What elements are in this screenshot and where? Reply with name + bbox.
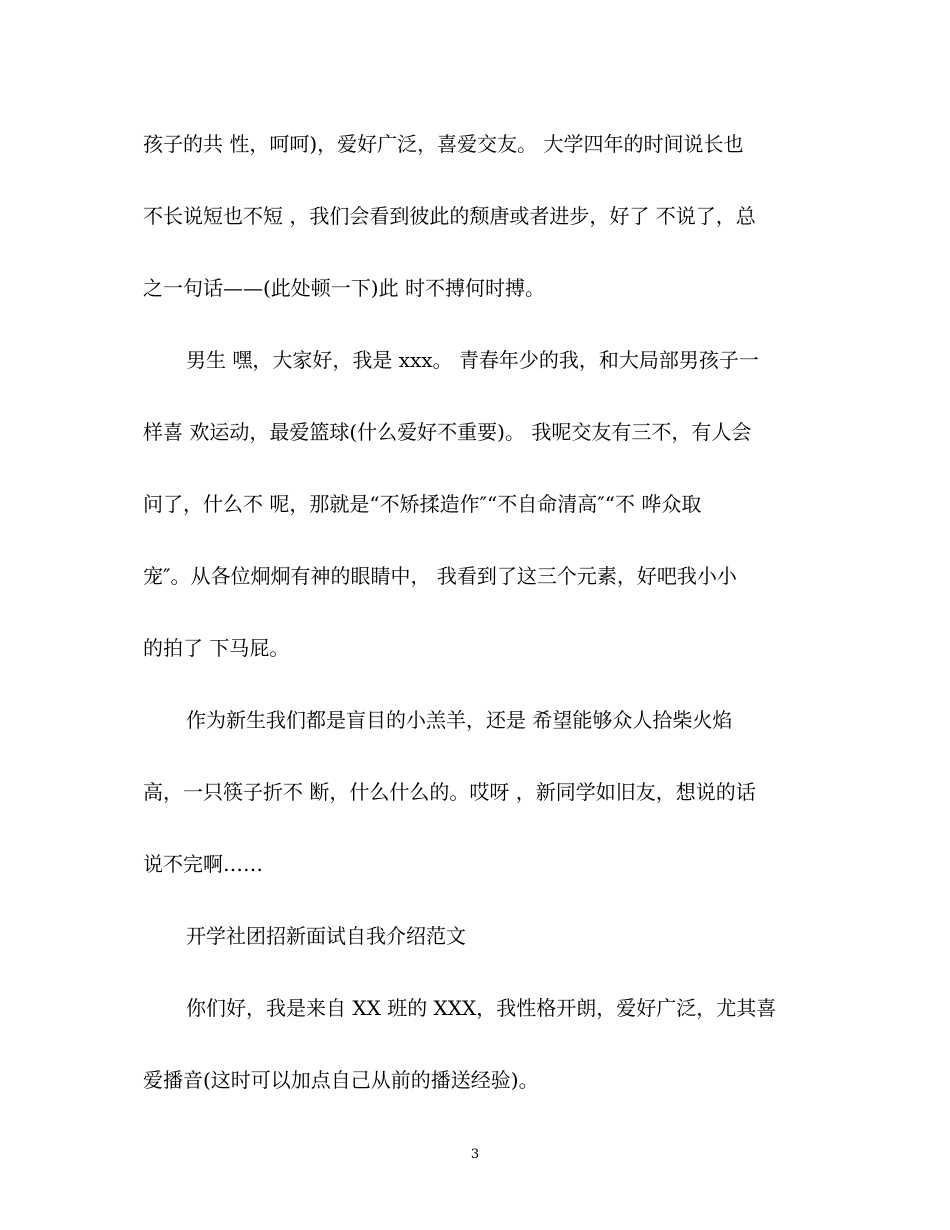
text-line: 孩子的共 性，呵呵)，爱好广泛，喜爱交友。 大学四年的时间说长也	[143, 132, 744, 156]
text-line: 问了，什么不 呢，那就是“不矫揉造作″“不自命清高″“不 哗众取	[143, 492, 702, 516]
paragraph-start-line: 男生 嘿，大家好，我是 xxx。 青春年少的我，和大局部男孩子一	[186, 348, 759, 372]
text-line: 宠″。从各位炯炯有神的眼睛中， 我看到了这三个元素，好吧我小小	[143, 564, 737, 588]
text-line: 样喜 欢运动，最爱篮球(什么爱好不重要)。 我呢交友有三不，有人会	[143, 420, 752, 444]
text-line: 不长说短也不短 ，我们会看到彼此的颓唐或者进步，好了 不说了，总	[143, 204, 756, 228]
text-line: 说不完啊……	[143, 852, 263, 876]
paragraph-start-line: 你们好，我是来自 XX 班的 XXX，我性格开朗，爱好广泛，尤其喜	[186, 996, 777, 1020]
text-line: 之一句话——(此处顿一下)此 时不搏何时搏。	[143, 276, 545, 300]
text-line: 高，一只筷子折不 断，什么什么的。哎呀 ，新同学如旧友，想说的话	[143, 780, 756, 804]
page-number: 3	[470, 1147, 480, 1162]
paragraph-start-line: 作为新生我们都是盲目的小羔羊，还是 希望能够众人拾柴火焰	[186, 708, 733, 732]
text-line: 爱播音(这时可以加点自己从前的播送经验)。	[143, 1068, 539, 1092]
text-line: 的拍了 下马屁。	[143, 636, 290, 660]
section-heading: 开学社团招新面试自我介绍范文	[186, 924, 466, 948]
